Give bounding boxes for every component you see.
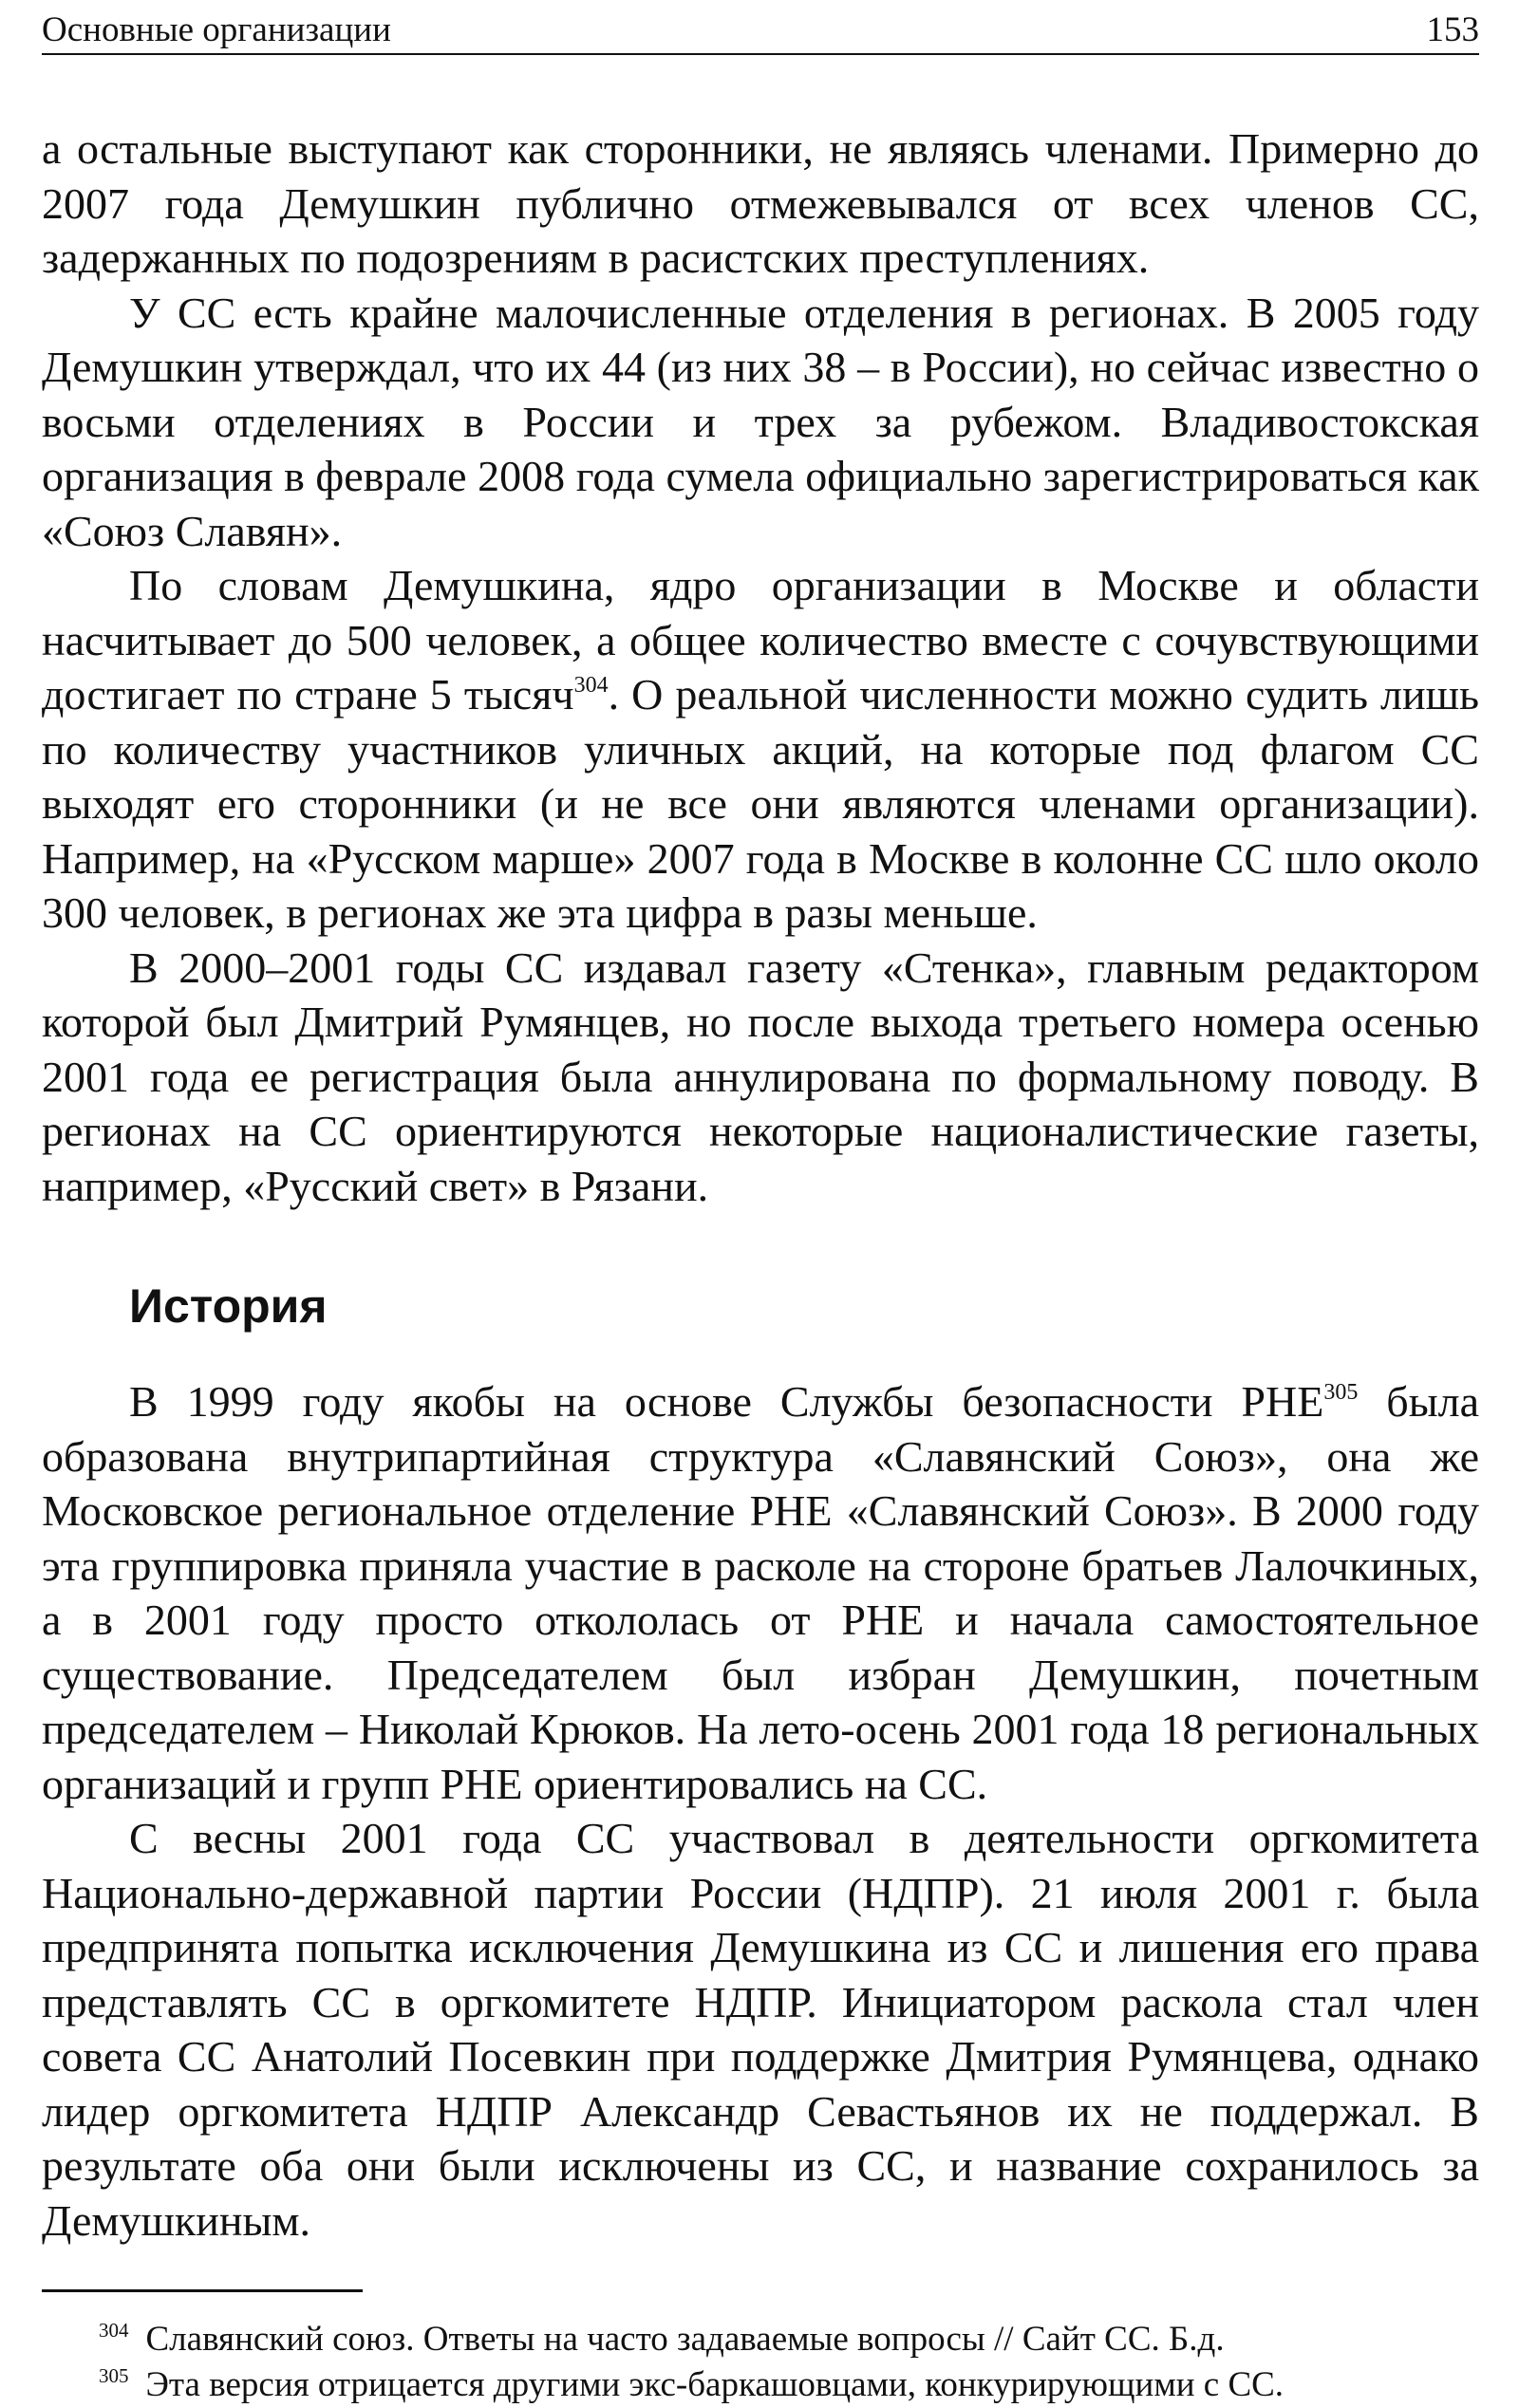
paragraph-history-origin [42, 1374, 1479, 1811]
paragraph-text: . О реальной численности можно судить лишь по количеству участников уличных акций, на которые под флагом СС выходят его сторонники (и не все они являются членами организации). Например, на «Русском марше» 2007 года в Москве в колонне СС шло около 300 человек, в регионах же эта цифра в разы меньше. [42, 670, 1479, 937]
paragraph-continued: а остальные выступают как сторонники, не являясь членами. Примерно до 2007 года Демушкин публично отмежевывался от всех членов СС, задержанных по подозрениям в расистских преступлениях. [42, 124, 1479, 282]
paragraph-text: По словам Демушкина, ядро организации в Москве и области насчитывает до 500 человек, а общее количество вместе с сочувствующими достигает по стране 5 тысяч [42, 561, 1479, 719]
footnote-divider [42, 2289, 363, 2292]
paragraph-regional-branches: У СС есть крайне малочисленные отделения в регионах. В 2005 году Демушкин утверждал, что их 44 (из них 38 – в России), но сейчас известно о восьми отделениях в России и трех за рубежом. Владивостокская организация в феврале 2008 года сумела официально зарегистрироваться как «Союз Славян». [42, 288, 1479, 555]
body-text [42, 121, 1479, 2248]
footnote-305 [99, 2362, 1479, 2408]
running-head-title: Основные организации [42, 10, 391, 49]
section-heading: История [129, 1279, 328, 1333]
running-header [42, 0, 1479, 55]
footnote-ref-304[interactable]: 304 [573, 673, 609, 698]
footnote-number: 305 [99, 2364, 129, 2387]
page-number: 153 [1426, 10, 1479, 49]
paragraph-text: В 1999 году якобы на основе Службы безопасности РНЕ [129, 1377, 1324, 1426]
paragraph-history-ndpr: С весны 2001 года СС участвовал в деятельности оргкомитета Национально-державной партии России (НДПР). 21 июля 2001 г. была предпринята попытка исключения Демушкина из СС и лишения его права представлять СС в оргкомитете НДПР. Инициатором раскола стал член совета СС Анатолий Посевкин при поддержке Дмитрия Румянцева, однако лидер оргкомитета НДПР Александр Севастьянов их не поддержал. В результате оба они были исключены из СС, и название сохранилось за Демушкиным. [42, 1814, 1479, 2245]
footnote-ref-305[interactable]: 305 [1323, 1380, 1359, 1405]
footnote-text: Эта версия отрицается другими экс-баркашовцами, конкурирующими с СС. [145, 2365, 1285, 2404]
footnotes [42, 2317, 1479, 2408]
footnote-text: Славянский союз. Ответы на часто задаваемые вопросы // Сайт СС. Б.д. [145, 2320, 1225, 2359]
paragraph-membership [42, 558, 1479, 941]
footnote-304 [99, 2317, 1479, 2362]
paragraph-newspaper: В 2000–2001 годы СС издавал газету «Стенка», главным редактором которой был Дмитрий Румянцев, но после выхода третьего номера осенью 2001 года ее регистрация была аннулирована по формальному поводу. В регионах на СС ориентируются некоторые националистические газеты, например, «Русский свет» в Рязани. [42, 943, 1479, 1210]
footnote-number: 304 [99, 2319, 129, 2342]
paragraph-text: была образована внутрипартийная структура «Славянский Союз», она же Московское региональное отделение РНЕ «Славянский Союз». В 2000 году эта группировка приняла участие в расколе на стороне братьев Лалочкиных, а в 2001 году просто откололась от РНЕ и начала самостоятельное существование. Председателем был избран Демушкин, почетным председателем – Николай Крюков. На лето-осень 2001 года 18 региональных организаций и групп РНЕ ориентировались на СС. [42, 1377, 1479, 1808]
